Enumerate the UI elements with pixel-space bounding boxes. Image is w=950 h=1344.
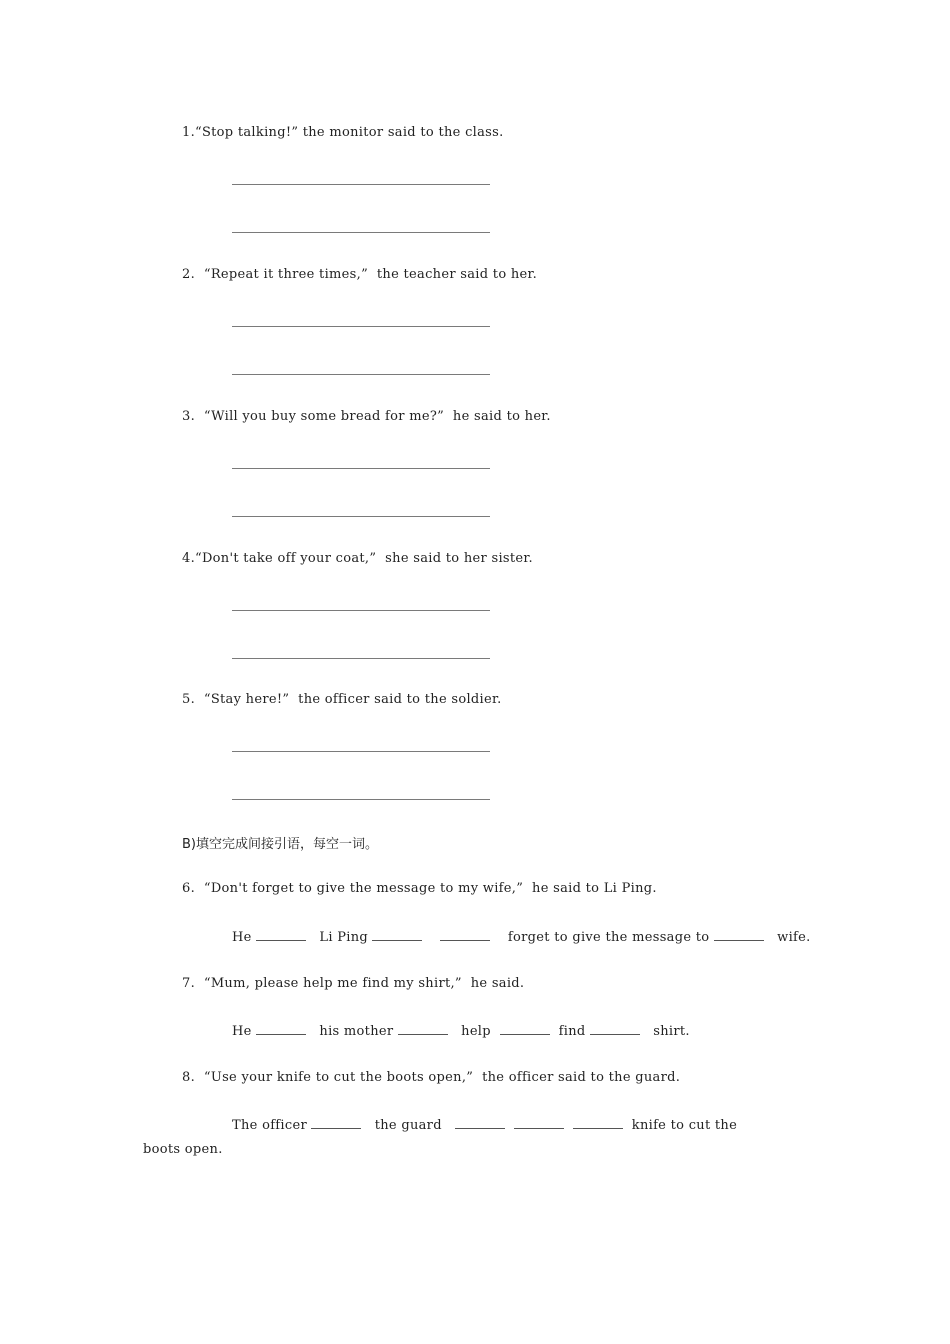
question-4: 4.“Don't take off your coat,” she said to her sister. [182, 551, 533, 566]
fill-6-blank-3[interactable] [440, 929, 490, 941]
question-7: 7. “Mum, please help me find my shirt,” he said. [182, 976, 525, 991]
question-1: 1.“Stop talking!” the monitor said to the class. [182, 125, 504, 140]
fill-6-text-1: He [232, 930, 252, 945]
answer-line-2a[interactable] [232, 326, 490, 327]
answer-line-3b[interactable] [232, 516, 490, 517]
fill-row-7 [232, 1023, 690, 1039]
question-2: 2. “Repeat it three times,” the teacher said to her. [182, 267, 538, 282]
fill-7-text-5: shirt. [653, 1024, 690, 1039]
fill-8-text-4: boots open. [143, 1142, 223, 1157]
question-5: 5. “Stay here!” the officer said to the soldier. [182, 692, 502, 707]
fill-8-blank-4[interactable] [573, 1117, 623, 1129]
fill-7-blank-2[interactable] [398, 1023, 448, 1035]
question-6: 6. “Don't forget to give the message to my wife,” he said to Li Ping. [182, 881, 657, 896]
fill-8-text-1: The officer [232, 1118, 307, 1133]
fill-6-text-3: forget to give the message to [507, 930, 710, 945]
fill-6-text-4: wife. [777, 930, 811, 945]
fill-6-blank-2[interactable] [372, 929, 422, 941]
answer-line-4a[interactable] [232, 610, 490, 611]
fill-7-blank-1[interactable] [256, 1023, 306, 1035]
answer-line-3a[interactable] [232, 468, 490, 469]
fill-8-blank-1[interactable] [311, 1117, 361, 1129]
fill-8-blank-3[interactable] [514, 1117, 564, 1129]
fill-6-blank-1[interactable] [256, 929, 306, 941]
fill-8-blank-2[interactable] [455, 1117, 505, 1129]
fill-row-8 [232, 1117, 737, 1133]
answer-line-5b[interactable] [232, 799, 490, 800]
answer-line-1b[interactable] [232, 232, 490, 233]
fill-6-blank-4[interactable] [714, 929, 764, 941]
answer-line-5a[interactable] [232, 751, 490, 752]
fill-7-blank-4[interactable] [590, 1023, 640, 1035]
answer-line-1a[interactable] [232, 184, 490, 185]
fill-6-text-2: Li Ping [319, 930, 369, 945]
answer-line-4b[interactable] [232, 658, 490, 659]
fill-row-6 [232, 929, 811, 945]
fill-8-text-3: knife to cut the [631, 1118, 738, 1133]
fill-7-text-2: his mother [319, 1024, 394, 1039]
section-b-heading: B)填空完成间接引语，每空一词。 [182, 837, 378, 852]
fill-7-blank-3[interactable] [500, 1023, 550, 1035]
fill-8-text-2: the guard [374, 1118, 442, 1133]
fill-7-text-4: find [558, 1024, 586, 1039]
question-8: 8. “Use your knife to cut the boots open,” the officer said to the guard. [182, 1070, 681, 1085]
answer-line-2b[interactable] [232, 374, 490, 375]
fill-7-text-1: He [232, 1024, 252, 1039]
fill-7-text-3: help [461, 1024, 491, 1039]
question-3: 3. “Will you buy some bread for me?” he said to her. [182, 409, 551, 424]
